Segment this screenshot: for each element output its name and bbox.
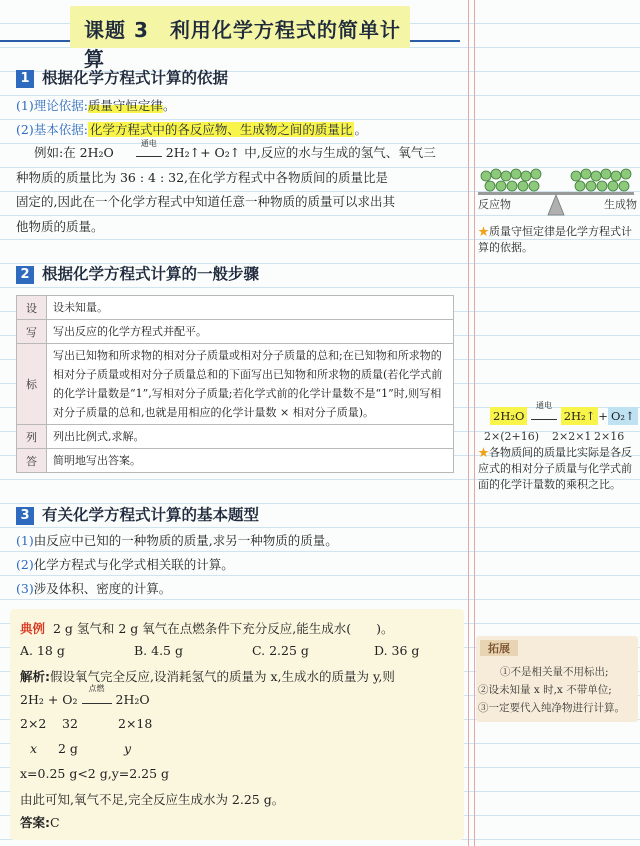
scale-right-label: 生成物 xyxy=(604,198,637,211)
basis-text: 化学方程式中的各反应物、生成物之间的质量比 xyxy=(89,122,353,137)
option-b: B. 4.5 g xyxy=(134,643,183,658)
table-row: 设 设未知量。 xyxy=(17,296,454,320)
list-item: (2)化学方程式与化学式相关联的计算。 xyxy=(16,557,234,572)
option-d: D. 36 g xyxy=(374,643,420,658)
answer: 答案:C xyxy=(20,815,60,830)
unknown-value: x xyxy=(30,741,38,756)
reaction-arrow: 通电 xyxy=(531,409,557,423)
reaction-arrow: 点燃 xyxy=(82,692,112,707)
extension-tag: 拓展 xyxy=(480,640,518,656)
side-note-2: ★各物质间的质量比实际是各反应式的相对分子质量与化学式前面的化学计量数的乘积之比。 xyxy=(478,446,632,491)
basis-text: 质量守恒定律 xyxy=(87,98,163,113)
option-a: A. 18 g xyxy=(20,643,65,658)
extension-line: ①不是相关量不用标出; xyxy=(500,666,609,678)
section-title: 有关化学方程式计算的基本题型 xyxy=(42,506,260,524)
section-2-heading xyxy=(16,262,259,284)
section-1-heading xyxy=(16,66,228,88)
section-number: 2 xyxy=(16,266,34,284)
side-note-1: ★质量守恒定律是化学方程式计算的依据。 xyxy=(478,225,632,254)
margin-line xyxy=(474,0,475,846)
mass-label: 2×2×1 xyxy=(552,430,592,443)
scale-left-label: 反应物 xyxy=(478,198,511,211)
extension-line: ③一定要代入纯净物进行计算。 xyxy=(478,702,625,714)
known-value: 2 g xyxy=(58,741,78,756)
table-row: 答 简明地写出答案。 xyxy=(17,449,454,473)
margin-line xyxy=(468,0,469,846)
side-equation: 2H₂O 通电 2H₂↑ + O₂↑ xyxy=(490,409,638,423)
example-question: 典例 2 g 氢气和 2 g 氧气在点燃条件下充分反应,能生成水( )。 xyxy=(20,621,394,636)
table-row: 列 列出比例式,求解。 xyxy=(17,425,454,449)
basis-theory: (1)理论依据:质量守恒定律。 xyxy=(16,98,176,113)
section-3-heading xyxy=(16,503,259,525)
basis-label: (1)理论依据: xyxy=(16,98,88,113)
table-row: 写 写出反应的化学方程式并配平。 xyxy=(17,320,454,344)
steps-table xyxy=(16,295,454,473)
table-row: 标 写出已知物和所求物的相对分子质量或相对分子质量的总和;在已知物和所求物的相对分子质量或相对分子质量总和的下面写出已知物和所求物的质量(若化学式前的化学计量数是“1”,写相对分子质量;若化学式前的化学计量数不是“1”时,则写相对分子质量的总和,也就是用相应的化学计量数 × 相对分子质量)。 xyxy=(17,344,454,425)
example-paragraph xyxy=(16,141,456,239)
section-number: 3 xyxy=(16,507,34,525)
star-icon: ★ xyxy=(478,446,489,459)
section-title: 根据化学方程式计算的依据 xyxy=(42,69,229,87)
list-item: (1)由反应中已知的一种物质的质量,求另一种物质的质量。 xyxy=(16,533,338,548)
result: x=0.25 g<2 g,y=2.25 g xyxy=(20,766,170,781)
basis-label: (2)基本依据: xyxy=(16,122,88,137)
section-number: 1 xyxy=(16,70,34,88)
conclusion: 由此可知,氧气不足,完全反应生成水为 2.25 g。 xyxy=(20,792,285,807)
page-title: 课题 3 利用化学方程式的简单计算 xyxy=(70,6,410,48)
example-equation: 2H₂ + O₂ 点燃 2H₂O xyxy=(20,684,150,707)
example-tag: 典例 xyxy=(20,621,46,636)
mass-value: 2×18 xyxy=(118,716,153,731)
extension-line: ②设未知量 x 时,x 不带单位; xyxy=(478,684,612,696)
example-line: 种物质的质量比为 36 : 4 : 32,在化学方程式中各物质间的质量比是 xyxy=(16,169,389,185)
example-line: 固定的,因此在一个化学方程式中知道任意一种物质的质量可以求出其 xyxy=(16,194,395,210)
mass-label: 2×16 xyxy=(594,430,625,443)
unknown-value: y xyxy=(124,741,132,756)
example-line: 例如:在 2H₂O 通电 2H₂↑+ O₂↑ 中,反应的水与生成的氢气、氧气三 xyxy=(16,141,456,166)
reaction-arrow: 通电 xyxy=(118,141,162,166)
list-item: (3)涉及体积、密度的计算。 xyxy=(16,581,172,596)
analysis: 解析:假设氧气完全反应,设消耗氢气的质量为 x,生成水的质量为 y,则 xyxy=(20,669,395,684)
mass-label: 2×(2+16) xyxy=(484,430,540,443)
star-icon: ★ xyxy=(478,225,489,238)
section-title: 根据化学方程式计算的一般步骤 xyxy=(42,265,260,283)
option-c: C. 2.25 g xyxy=(252,643,309,658)
basis-basic: (2)基本依据: 化学方程式中的各反应物、生成物之间的质量比 。 xyxy=(16,122,367,137)
example-line: 他物质的质量。 xyxy=(16,218,104,234)
mass-value: 2×2 xyxy=(20,716,47,731)
mass-value: 32 xyxy=(62,716,78,731)
